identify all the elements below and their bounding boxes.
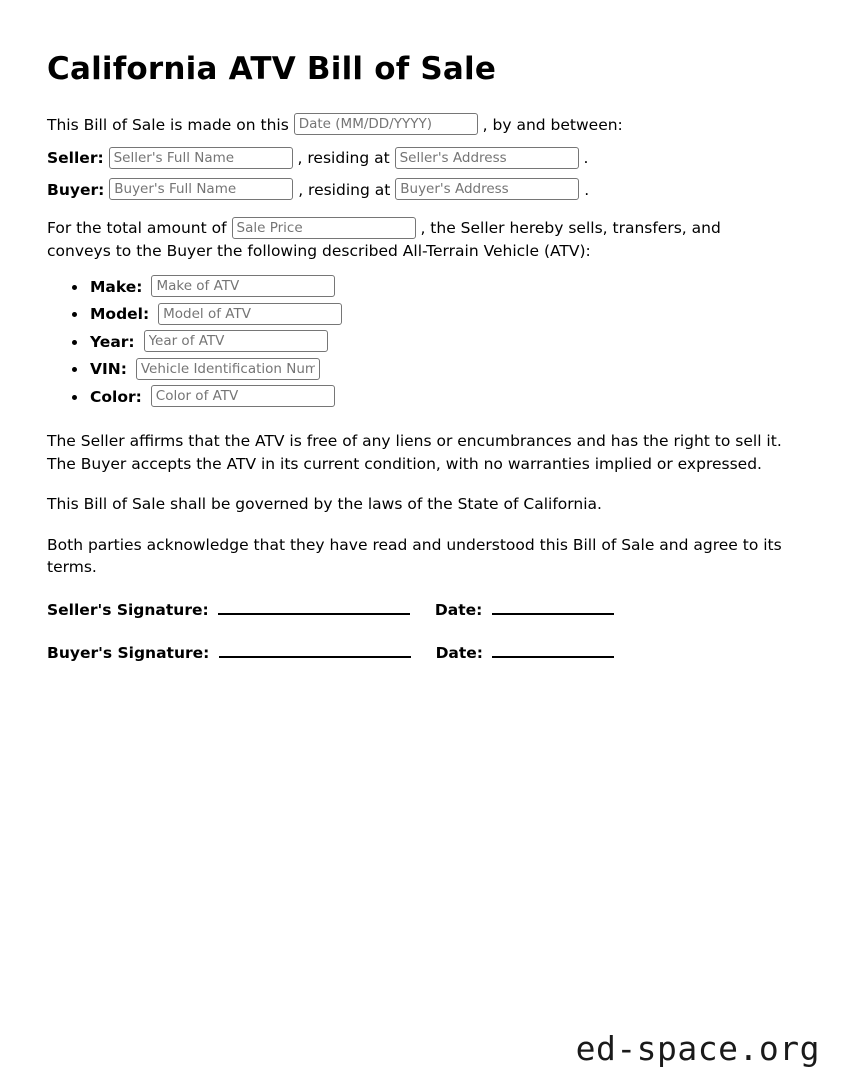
date-input[interactable]: [294, 113, 478, 135]
seller-address-input[interactable]: [395, 147, 579, 169]
seller-residing-text: , residing at: [297, 149, 390, 168]
seller-date-label: Date:: [434, 601, 483, 620]
model-input[interactable]: [158, 303, 342, 325]
year-input[interactable]: [144, 330, 328, 352]
page-title: California ATV Bill of Sale: [47, 51, 497, 87]
signature-block: [47, 600, 797, 662]
seller-signature-line[interactable]: [218, 600, 410, 615]
year-label: Year:: [90, 332, 135, 351]
buyer-date-label: Date:: [435, 644, 484, 663]
buyer-row: [47, 179, 797, 202]
liens-paragraph: The Seller affirms that the ATV is free of any liens or encumbrances and has the right to sell it. The Buyer accepts the ATV in its current condition, with no warranties implied or expressed.: [47, 432, 782, 473]
buyer-row-period: .: [584, 180, 590, 199]
seller-name-input[interactable]: [109, 147, 293, 169]
seller-label: Seller:: [47, 149, 104, 168]
list-item: [88, 276, 797, 298]
vehicle-details-list: [47, 276, 797, 408]
seller-signature-label: Seller's Signature:: [47, 601, 209, 620]
buyer-date-line[interactable]: [492, 643, 614, 658]
buyer-label: Buyer:: [47, 180, 105, 199]
amount-after-text: , the Seller hereby sells, transfers, and conveys to the Buyer the following described All-Terrain Vehicle (ATV):: [47, 219, 721, 260]
buyer-address-input[interactable]: [395, 178, 579, 200]
amount-paragraph: [47, 217, 782, 262]
document-body: [47, 52, 797, 686]
intro-paragraph: [47, 114, 797, 137]
list-item: [88, 304, 797, 326]
list-item: [88, 386, 797, 408]
buyer-name-input[interactable]: [109, 178, 293, 200]
intro-after-date-text: , by and between:: [482, 115, 623, 134]
buyer-signature-line[interactable]: [219, 643, 411, 658]
make-label: Make:: [90, 277, 143, 296]
amount-before-text: For the total amount of: [47, 219, 227, 238]
sale-price-input[interactable]: [232, 217, 416, 239]
list-item: [88, 331, 797, 353]
intro-before-date-text: This Bill of Sale is made on this: [47, 115, 289, 134]
governing-law-paragraph: This Bill of Sale shall be governed by the laws of the State of California.: [47, 495, 602, 514]
seller-date-line[interactable]: [492, 600, 614, 615]
seller-row-period: .: [583, 149, 589, 168]
buyer-residing-text: , residing at: [298, 180, 391, 199]
buyer-signature-label: Buyer's Signature:: [47, 644, 210, 663]
buyer-signature-row: [47, 643, 797, 662]
list-item: [88, 359, 797, 381]
site-watermark: ed-space.org: [575, 1029, 820, 1068]
vin-label: VIN:: [90, 360, 127, 379]
vin-input[interactable]: [136, 358, 320, 380]
acknowledgement-paragraph: Both parties acknowledge that they have read and understood this Bill of Sale and agree to its terms.: [47, 535, 782, 576]
model-label: Model:: [90, 305, 150, 324]
seller-row: [47, 147, 797, 170]
make-input[interactable]: [151, 275, 335, 297]
seller-signature-row: [47, 600, 797, 619]
color-label: Color:: [90, 387, 142, 406]
color-input[interactable]: [151, 385, 335, 407]
